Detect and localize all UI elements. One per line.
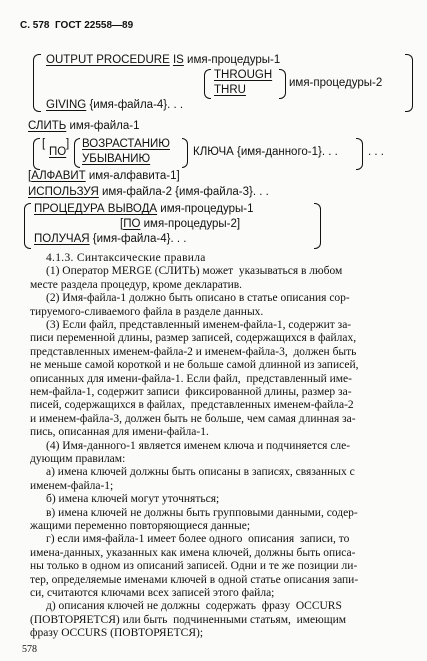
body-line: си, считаются ключами всех записей этого файла;	[30, 587, 275, 599]
output-proc-ru-line	[34, 203, 254, 215]
merge-line	[28, 120, 140, 132]
body-line: б) имена ключей могут уточняться;	[46, 493, 220, 506]
output-proc-ru-rest: имя-процедуры-1	[157, 203, 254, 215]
key-right-brace	[356, 138, 363, 170]
body-line: г) если имя-файла-1 имеет более одного описания записи, то	[46, 533, 350, 546]
po-proc-line	[120, 218, 240, 230]
alphabet-open-bracket: [	[28, 170, 32, 182]
body-line: именем-файла-1;	[30, 479, 114, 492]
on-open-bracket: [	[42, 138, 46, 150]
get-line	[34, 233, 186, 245]
body-line: писи переменной длины, размер записей, содержащихся в файлах,	[30, 332, 357, 345]
key-left-brace	[33, 138, 40, 170]
po-keyword: ПО	[123, 218, 141, 230]
using-line	[28, 186, 269, 198]
through-keyword: THROUGH	[214, 69, 273, 81]
body-line: фразу OCCURS (ПОВТОРЯЕТСЯ);	[30, 627, 204, 640]
body-line: месте раздела процедур, кроме декларатив.	[30, 278, 243, 291]
key-repeat-dots: . . .	[368, 146, 384, 158]
on-close-bracket: ]	[66, 138, 70, 150]
alphabet-rest: имя-алфавита-1]	[85, 170, 180, 182]
left-brace	[33, 54, 41, 112]
proc-left-brace	[24, 203, 31, 249]
right-brace	[405, 54, 413, 112]
body-line: жащими переменно повторяющиеся данные;	[30, 520, 251, 532]
body-line: и именем-файла-3, должен быть не больше, чем самая длинная за-	[30, 412, 356, 425]
page-header: С. 578 ГОСТ 22558—89	[20, 20, 134, 31]
giving-line	[46, 99, 183, 111]
section-heading: 4.1.3. Синтаксические правила	[46, 252, 206, 264]
body-line: нем-файла-1, содержит записи фиксированной длины, размер за-	[30, 386, 352, 398]
giving-rest: {имя-файла-4}. . .	[86, 99, 184, 111]
order-left-brace	[74, 138, 80, 168]
output-procedure-keyword: OUTPUT PROCEDURE	[46, 54, 170, 66]
inner-left-brace	[204, 69, 211, 99]
alphabet-line	[28, 170, 180, 182]
thru-keyword: THRU	[214, 84, 246, 96]
body-line: д) описания ключей не должны содержать фразу OCCURS	[46, 600, 342, 613]
inner-right-brace	[279, 69, 286, 99]
using-rest: имя-файла-2 {имя-файла-3}. . .	[98, 186, 269, 198]
body-line: в) имена ключей не должны быть групповыми данными, содер-	[46, 506, 358, 519]
key-phrase: КЛЮЧА {имя-данного-1}. . .	[193, 146, 338, 158]
body-line: представленных именем-файла-2 и именем-файла-3, должен быть	[30, 345, 357, 358]
body-line: (ПОВТОРЯЕТСЯ) или быть подчиненными статьям, имеющим	[30, 613, 347, 626]
body-line: не меньше самой короткой и не больше самой длинной из записей,	[30, 359, 359, 372]
get-rest: {имя-файла-4}. . .	[89, 233, 187, 245]
body-line: (1) Оператор MERGE (СЛИТЬ) может указываться в любом	[46, 265, 343, 278]
merge-keyword: СЛИТЬ	[28, 120, 67, 132]
merge-rest: имя-файла-1	[66, 120, 140, 132]
is-keyword: IS	[172, 54, 184, 66]
proc-right-brace	[314, 203, 321, 249]
body-line: имена-данных, указанных как имена ключей, должны быть описа-	[30, 546, 356, 559]
page-number: 578	[22, 644, 37, 655]
ascending-keyword: ВОЗРАСТАНИЮ	[82, 138, 170, 150]
descending-keyword: УБЫВАНИЮ	[82, 153, 151, 165]
body-line: (4) Имя-данного-1 является именем ключа и подчиняется сле-	[46, 439, 351, 452]
get-keyword: ПОЛУЧАЯ	[34, 233, 90, 245]
proc-name-1: имя-процедуры-1	[183, 54, 281, 66]
body-line: а) имена ключей должны быть описаны в записях, связанных с	[46, 466, 355, 479]
body-line: дующим правилам:	[30, 453, 126, 465]
body-line: писей, содержащихся в файлах, представленных именем-файла-2	[30, 399, 354, 412]
alphabet-keyword: АЛФАВИТ	[31, 170, 86, 182]
giving-keyword: GIVING	[46, 99, 87, 111]
on-keyword: ПО	[49, 146, 67, 158]
output-proc-ru-keyword: ПРОЦЕДУРА ВЫВОДА	[34, 203, 158, 215]
po-rest: имя-процедуры-2]	[140, 218, 241, 230]
body-line: (3) Если файл, представленный именем-файла-1, содержит за-	[46, 319, 352, 331]
body-line: тируемого-сливаемого файла в разделе данных.	[30, 305, 264, 318]
body-line: (2) Имя-файла-1 должно быть описано в статье описания сор-	[46, 292, 350, 305]
proc-name-2: имя-процедуры-2	[289, 77, 383, 89]
body-line: тер, определяемые именами ключей в одной статье описания запи-	[30, 573, 359, 586]
output-procedure-line	[46, 54, 280, 66]
body-line: пись, описанная для имени-файла-1.	[30, 426, 209, 439]
body-line: описанных для имени-файла-1. Если файл, представленный име-	[30, 372, 352, 385]
po-open-bracket: [	[120, 218, 124, 230]
order-right-brace	[182, 138, 188, 168]
using-keyword: ИСПОЛЬЗУЯ	[28, 186, 99, 198]
body-line: ны только в одном из описаний записей. Одни и те же позиции ли-	[30, 560, 358, 573]
